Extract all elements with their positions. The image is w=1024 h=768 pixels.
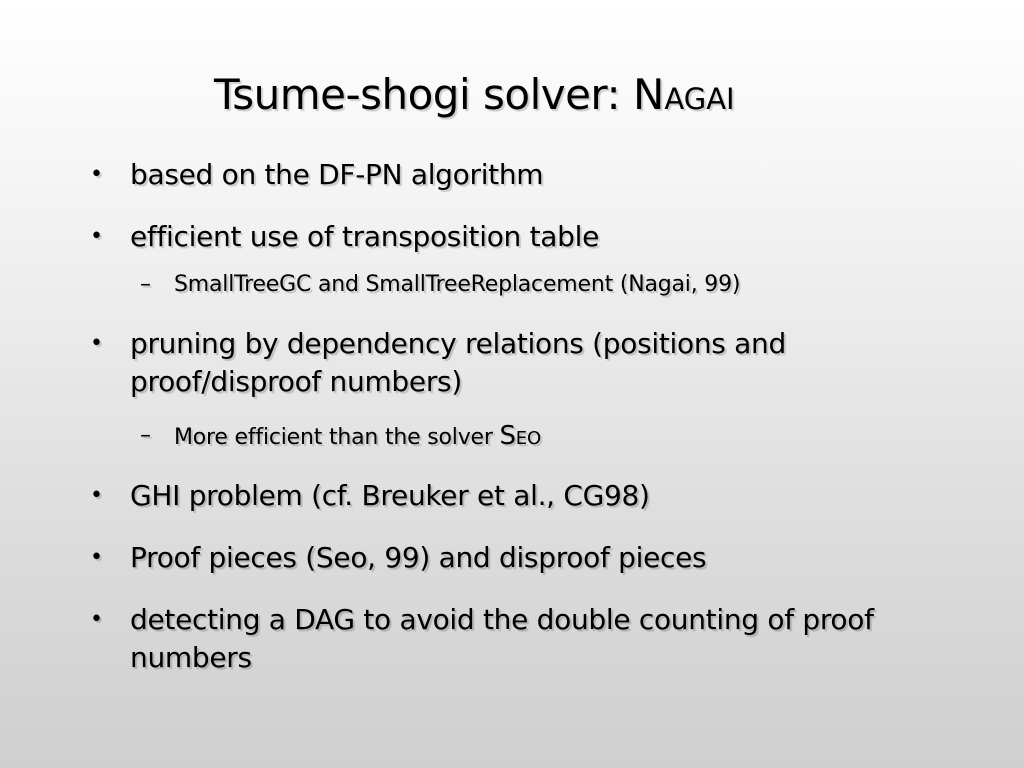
bullet-item [90, 539, 880, 577]
sub-bullet-item [140, 270, 900, 300]
bullet-text: GHI problem (cf. Breuker et al., CG98) [130, 479, 650, 512]
sub-bullet-text [174, 421, 900, 453]
bullet-item [90, 325, 880, 401]
bullet-text: Proof pieces (Seo, 99) and disproof pieces [130, 541, 707, 574]
bullet-text: efficient use of transposition table [130, 220, 600, 253]
bullet-text: based on the DF-PN algorithm [130, 158, 544, 191]
bullet-item [90, 218, 880, 256]
sub-bullet-marker: – [140, 272, 151, 297]
bullet-text: detecting a DAG to avoid the double counting of proof numbers [130, 603, 874, 674]
sub-bullet-text-main: More efficient than the solver [174, 425, 500, 450]
sub-bullet-marker: – [140, 423, 151, 448]
bullet-marker: • [90, 545, 103, 570]
sub-bullet-item [140, 421, 900, 453]
bullet-marker: • [90, 483, 103, 508]
bullet-item [90, 601, 880, 677]
slide-title [214, 66, 735, 124]
bullet-marker: • [90, 162, 103, 187]
slide-title-text: Tsume-shogi solver: [214, 70, 633, 119]
slide-title-name: Nagai [632, 70, 735, 119]
bullet-item [90, 477, 880, 515]
bullet-marker: • [90, 607, 103, 632]
bullet-text: pruning by dependency relations (positions and proof/disproof numbers) [130, 327, 786, 398]
bullet-item [90, 156, 880, 194]
sub-bullet-text: SmallTreeGC and SmallTreeReplacement (Nagai, 99) [174, 272, 741, 297]
bullet-marker: • [90, 224, 103, 249]
sub-bullet-text-name: Seo [499, 421, 541, 451]
bullet-marker: • [90, 331, 103, 356]
